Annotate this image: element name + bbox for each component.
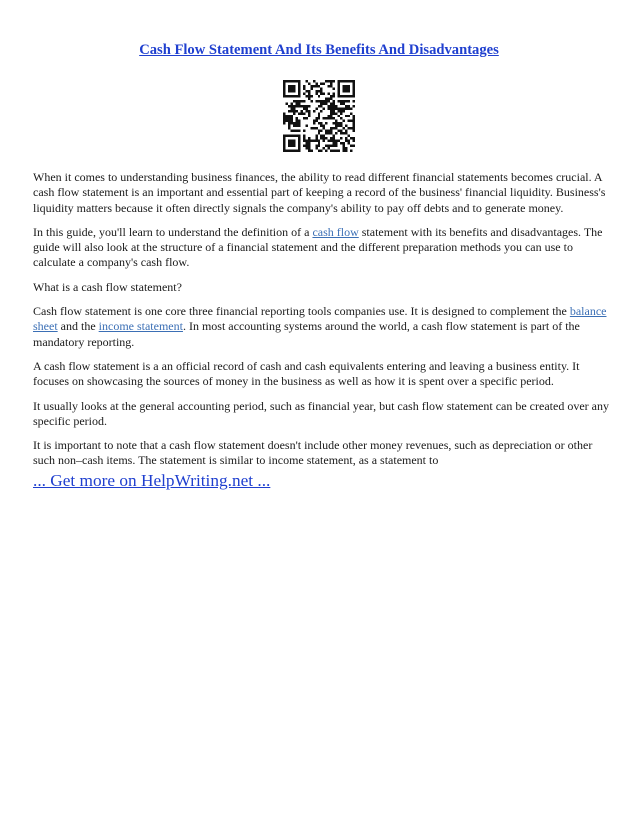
paragraph-official-record: A cash flow statement is a an official record of cash and cash equivalents entering and leaving a business entity. It focuses on showcasing the sources of money in the business as well as how it is spent over a specific period. bbox=[33, 358, 580, 389]
get-more-link[interactable]: ... Get more on HelpWriting.net ... bbox=[33, 471, 271, 490]
paragraph-definition-text-end: . In most accounting systems around the world, a cash flow statement is part of the mandatory reporting. bbox=[33, 319, 580, 349]
paragraph-question: What is a cash flow statement? bbox=[33, 279, 182, 294]
paragraph-guide-text-start: In this guide, you'll learn to understand the definition of a bbox=[33, 224, 313, 239]
paragraph-definition-text-mid: and the bbox=[57, 319, 99, 334]
paragraph-accounting-period: It usually looks at the general accounting period, such as financial year, but cash flow statement can be created over any specific period. bbox=[33, 398, 609, 428]
paragraph-intro: When it comes to understanding business finances, the ability to read different financial statements becomes crucial. A cash flow statement is an important and essential part of keeping a record of the business' financial liquidity. Business's liquidity matters because it often directly signals the company's ability to pay off debts and to generate money. bbox=[33, 170, 606, 215]
article-body bbox=[33, 170, 609, 478]
paragraph-definition bbox=[33, 304, 609, 350]
document-title-link[interactable]: Cash Flow Statement And Its Benefits And Disadvantages bbox=[139, 42, 499, 58]
paragraph-guide bbox=[33, 225, 609, 271]
income-statement-link[interactable]: income statement bbox=[98, 319, 183, 334]
qr-code-icon bbox=[283, 80, 355, 152]
cash-flow-link[interactable]: cash flow bbox=[312, 224, 359, 239]
paragraph-non-cash: It is important to note that a cash flow statement doesn't include other money revenues, such as depreciation or other such non–cash items. The statement is similar to income statement, as a statement to bbox=[33, 438, 593, 468]
paragraph-definition-text-start: Cash flow statement is one core three financial reporting tools companies use. It is designed to complement the bbox=[33, 304, 570, 319]
paragraph-guide-text-end: statement with its benefits and disadvantages. The guide will also look at the structure of a financial statement and the different preparation methods you can use to calculate a company's cash flow. bbox=[33, 224, 603, 270]
balance-sheet-link[interactable]: balance sheet bbox=[33, 304, 607, 334]
